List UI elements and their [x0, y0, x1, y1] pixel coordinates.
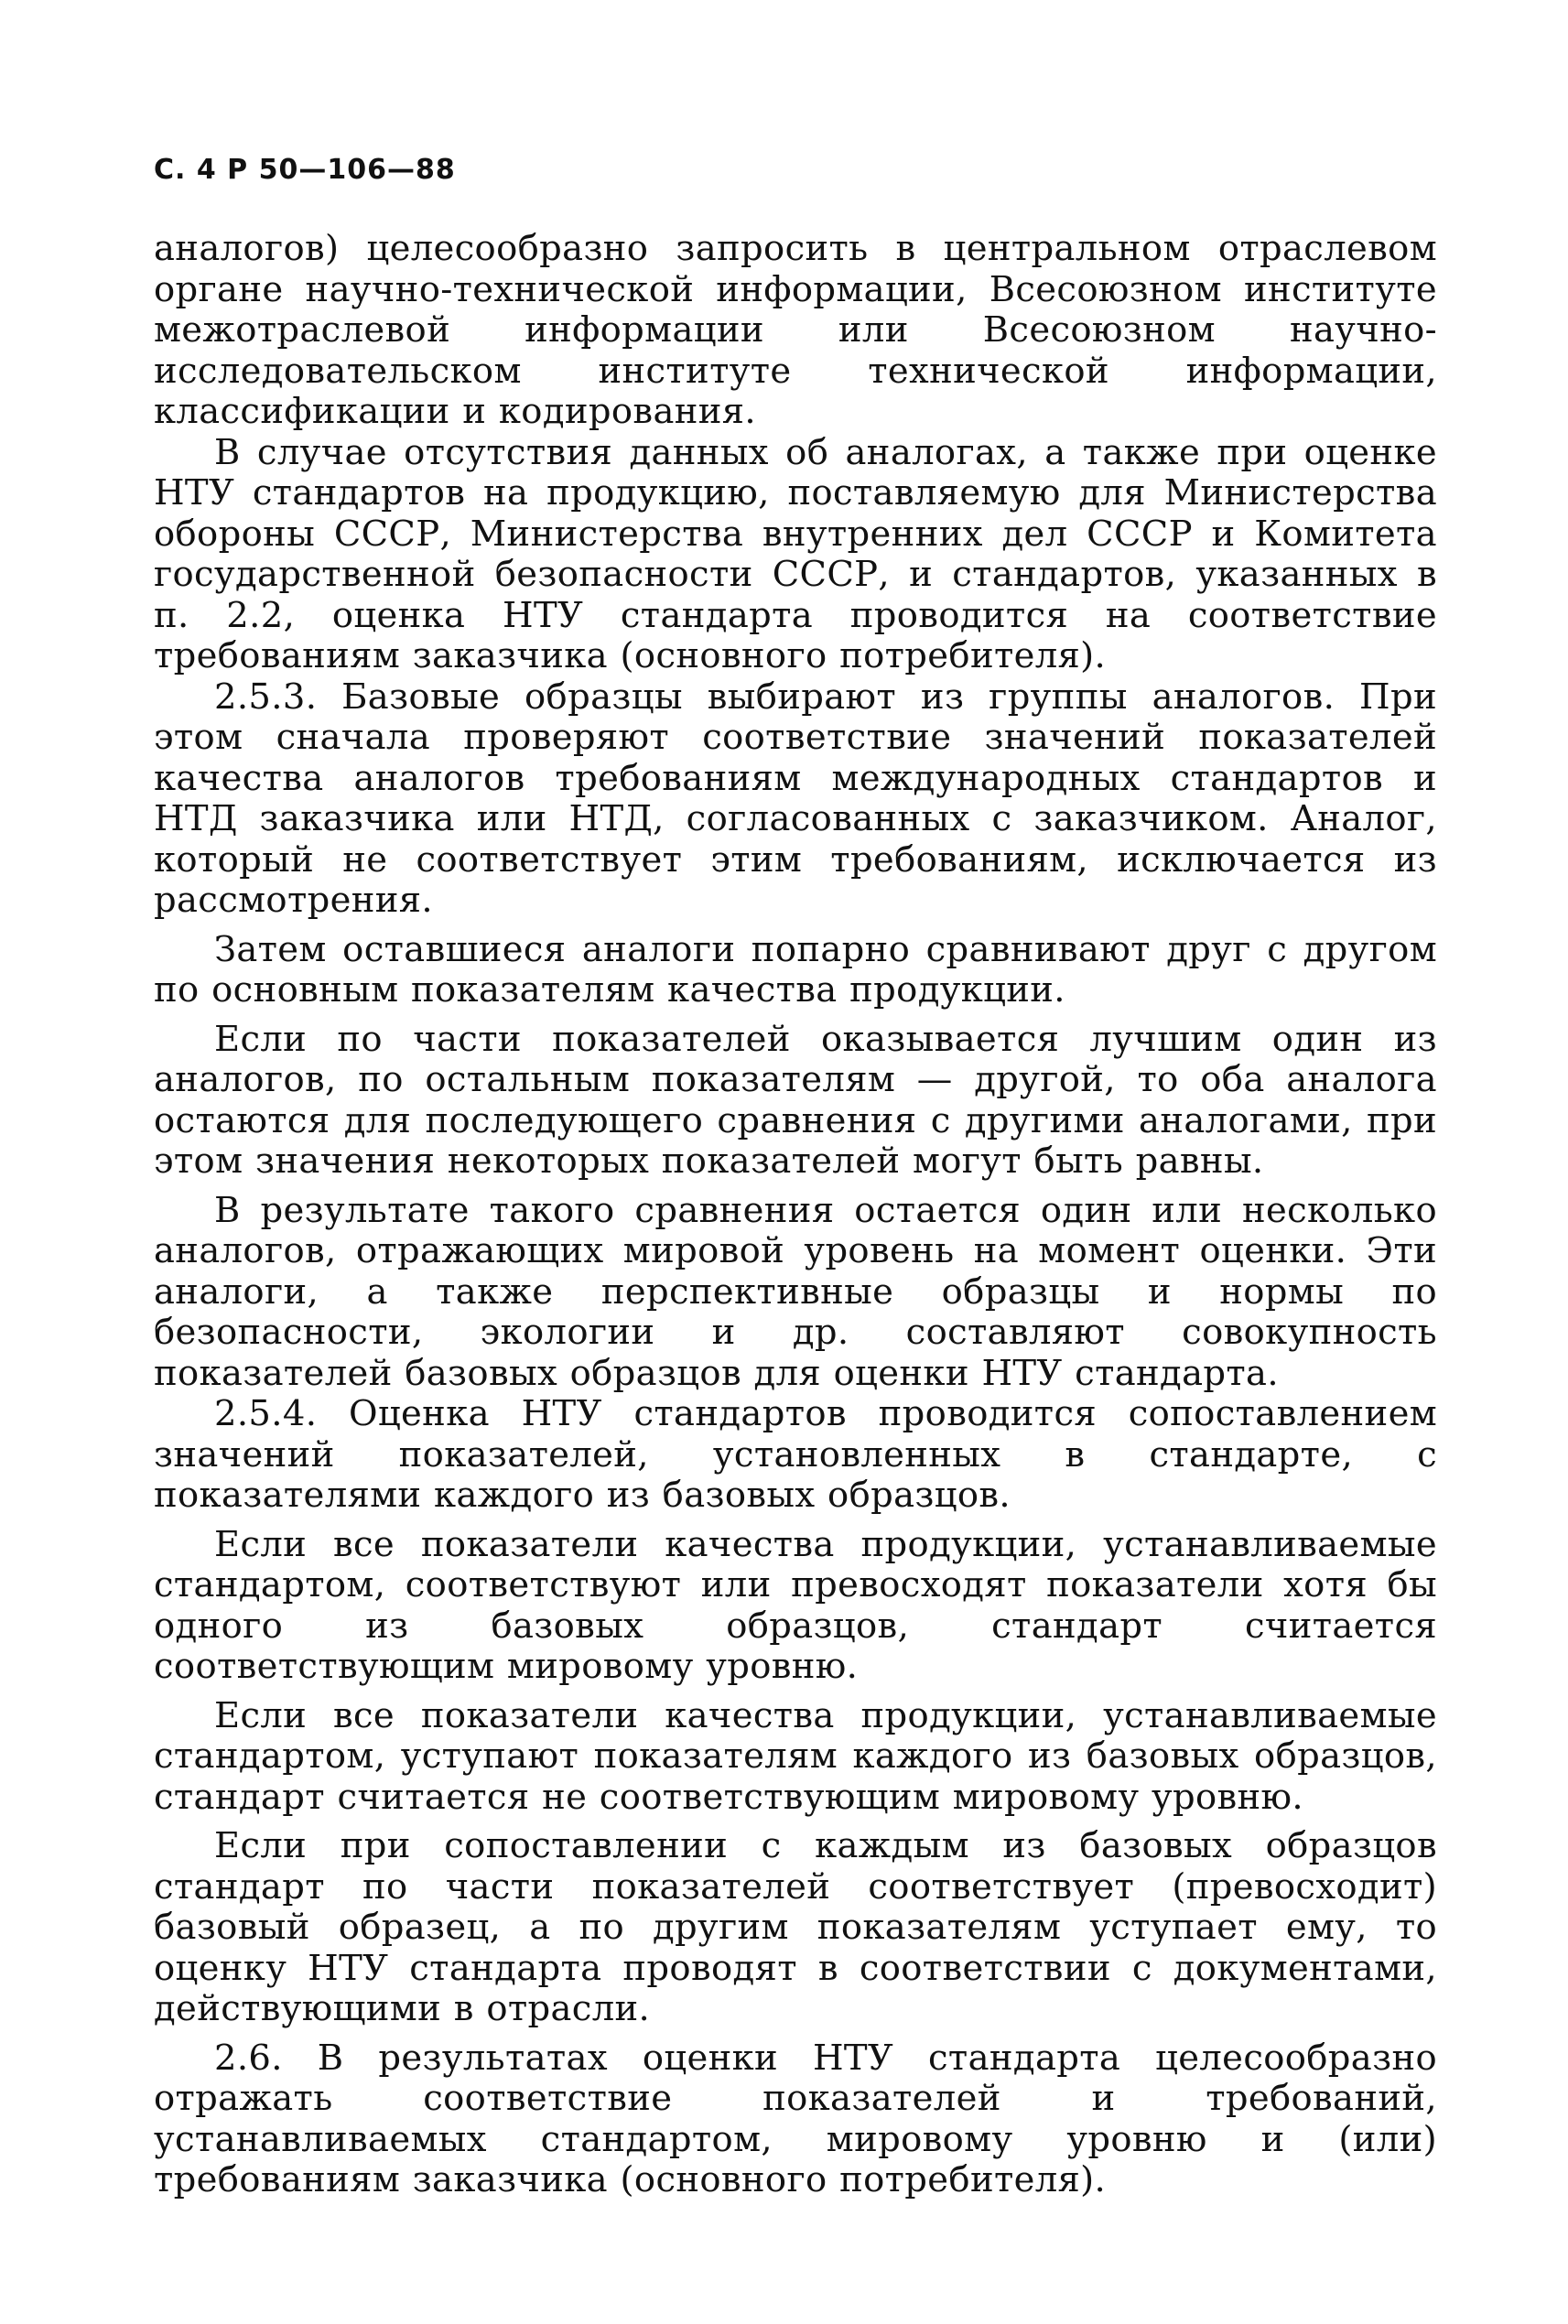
paragraph-2-5-4: 2.5.4. Оценка НТУ стандартов проводится сопоставлением значений показателей, установленных в стандарте, с показателями каждого из базовых образцов.: [154, 1393, 1437, 1516]
paragraph-meets-world-level: Если все показатели качества продукции, устанавливаемые стандартом, соответствуют или превосходят показатели хотя бы одного из базовых образцов, стандарт считается соответствующим мировому уровню.: [154, 1523, 1437, 1687]
paragraph-2-5-3: 2.5.3. Базовые образцы выбирают из группы аналогов. При этом сначала проверяют соответствие значений показателей качества аналогов требованиям международных стандартов и НТД заказчика или НТД, согласованных с заказчиком. Аналог, который не соответствует этим требованиям, исключается из рассмотрения.: [154, 676, 1437, 921]
paragraph-partial-best: Если по части показателей оказывается лучшим один из аналогов, по остальным показателям — другой, то оба аналога остаются для последующего сравнения с другими аналогами, при этом значения некоторых показателей могут быть равны.: [154, 1018, 1437, 1182]
paragraph-comparison-result: В результате такого сравнения остается один или несколько аналогов, отражающих мировой уровень на момент оценки. Эти аналоги, а также перспективные образцы и нормы по безопасности, экологии и др. составляют совокупность показателей базовых образцов для оценки НТУ стандарта.: [154, 1189, 1437, 1394]
paragraph-mixed-result: Если при сопоставлении с каждым из базовых образцов стандарт по части показателей соответствует (превосходит) базовый образец, а по другим показателям уступает ему, то оценку НТУ стандарта проводят в соответствии с документами, действующими в отрасли.: [154, 1825, 1437, 2029]
paragraph-pairwise-comparison: Затем оставшиеся аналоги попарно сравнивают друг с другом по основным показателям качества продукции.: [154, 928, 1437, 1011]
document-page: [154, 154, 1437, 2201]
paragraph-below-world-level: Если все показатели качества продукции, устанавливаемые стандартом, уступают показателям каждого из базовых образцов, стандарт считается не соответствующим мировому уровню.: [154, 1694, 1437, 1818]
paragraph-2-6: 2.6. В результатах оценки НТУ стандарта целесообразно отражать соответствие показателей и требований, устанавливаемых стандартом, мировому уровню и (или) требованиям заказчика (основного потребителя).: [154, 2037, 1437, 2200]
paragraph-no-analog-data: В случае отсутствия данных об аналогах, а также при оценке НТУ стандартов на продукцию, поставляемую для Министерства обороны СССР, Министерства внутренних дел СССР и Комитета государственной безопасности СССР, и стандартов, указанных в п. 2.2, оценка НТУ стандарта проводится на соответствие требованиям заказчика (основного потребителя).: [154, 431, 1437, 676]
paragraph-analog-sources: аналогов) целесообразно запросить в центральном отраслевом органе научно-технической информации, Всесоюзном институте межотраслевой информации или Всесоюзном научно-исследовательском институте технической информации, классификации и кодирования.: [154, 228, 1437, 432]
page-header: С. 4 Р 50—106—88: [154, 154, 456, 186]
